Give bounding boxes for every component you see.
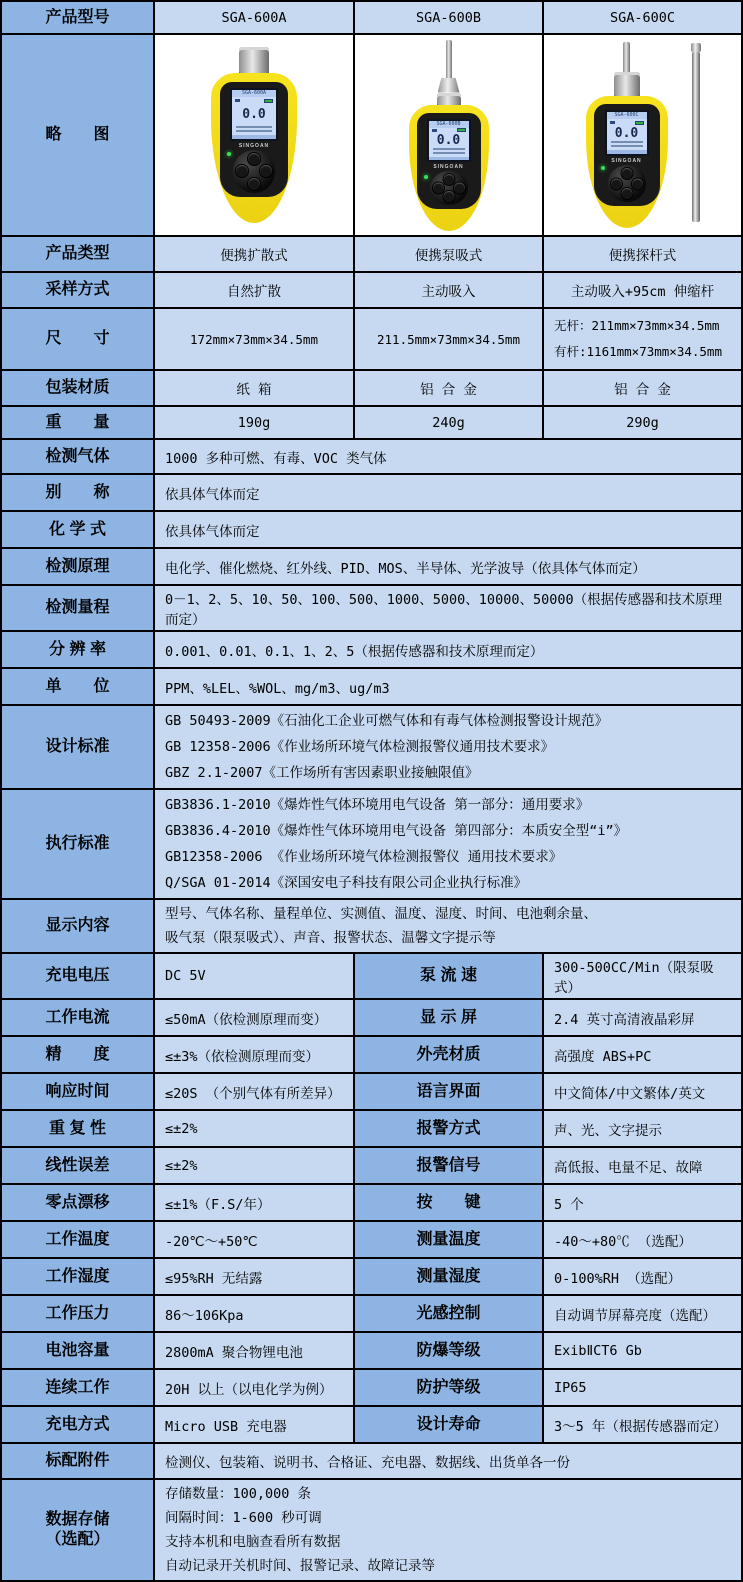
button-up [248, 153, 260, 165]
row-working-humidity-measuring-humidity [2, 1259, 743, 1296]
device-panel [220, 82, 288, 197]
row-working-temp-measuring-temp [2, 1222, 743, 1259]
spec-label: 包装材质 [2, 371, 155, 407]
pump-probe [623, 42, 630, 72]
spec-label-data-storage [2, 1480, 155, 1582]
spec-label: 电池容量 [2, 1333, 155, 1370]
spec-label: 泵 流 速 [355, 954, 544, 1000]
spec-label: 防爆等级 [355, 1333, 544, 1370]
spec-value: ExibⅡCT6 Gb [544, 1333, 743, 1370]
spec-value: 纸 箱 [155, 371, 355, 407]
row-alias [2, 475, 743, 512]
screen-model-text: SGA-600C [607, 112, 647, 119]
power-led [601, 166, 605, 170]
device-buttons [233, 150, 275, 193]
row-resolution [2, 632, 743, 669]
model-sga600a: SGA-600A [155, 2, 355, 35]
spec-value: 2.4 英寸高清液晶彩屏 [544, 1000, 743, 1037]
spec-label-line: 数据存储 [45, 1511, 110, 1528]
spec-value: 检测仪、包装箱、说明书、合格证、充电器、数据线、出货单各一份 [155, 1444, 743, 1480]
spec-value-executive-standard [155, 790, 743, 900]
spec-value: 主动吸入+95cm 伸缩杆 [544, 273, 743, 309]
gas-detector-image-probe [586, 42, 668, 228]
spec-label: 产品类型 [2, 237, 155, 273]
spec-value: 0-100%RH （选配） [544, 1259, 743, 1296]
spec-value-design-standard [155, 706, 743, 790]
storage-line: 存储数量：100,000 条 [165, 1486, 312, 1502]
spec-label: 按 键 [355, 1185, 544, 1222]
row-sampling-method [2, 273, 743, 309]
spec-value: 依具体气体而定 [155, 475, 743, 512]
button-down [248, 178, 260, 190]
spec-value: 290g [544, 407, 743, 440]
spec-label: 采样方式 [2, 273, 155, 309]
spec-value: 中文简体/中文繁体/英文 [544, 1074, 743, 1111]
model-sga600c: SGA-600C [544, 2, 743, 35]
screen-info-rows [607, 141, 647, 150]
gas-detector-image-diffusion [211, 47, 297, 223]
screen-status-icons [607, 119, 647, 126]
row-dimensions [2, 309, 743, 371]
row-detection-range [2, 586, 743, 632]
label-sketch: 略 图 [2, 35, 155, 237]
spec-value: 0－1、2、5、10、50、100、500、1000、5000、10000、50000（根据传感器和技术原理而定） [155, 586, 743, 632]
spec-value: 240g [355, 407, 544, 440]
dimension-without-rod: 无杆：211mm×73mm×34.5mm [554, 318, 720, 333]
spec-value: 300-500CC/Min（限泵吸式） [544, 954, 743, 1000]
spec-value: 86～106Kpa [155, 1296, 355, 1333]
spec-value: -20℃～+50℃ [155, 1222, 355, 1259]
standard-line: GB3836.4-2010《爆炸性气体环境用电气设备 第四部分：本质安全型“i”》 [165, 823, 628, 839]
spec-value: 铝 合 金 [355, 371, 544, 407]
spec-value: 便携探杆式 [544, 237, 743, 273]
spec-label: 执行标准 [2, 790, 155, 900]
standard-line: GB 12358-2006《作业场所环境气体检测报警仪通用技术要求》 [165, 739, 555, 755]
spec-label: 零点漂移 [2, 1185, 155, 1222]
device-panel [594, 104, 660, 206]
device-body [211, 73, 297, 223]
spec-label: 标配附件 [2, 1444, 155, 1480]
battery-icon [264, 99, 273, 103]
spec-value: 依具体气体而定 [155, 512, 743, 549]
screen-footer-bar [607, 150, 647, 154]
screen-footer-bar [232, 135, 276, 139]
spec-label: 语言界面 [355, 1074, 544, 1111]
device-screen [605, 110, 649, 156]
spec-value: ≤20S （个别气体有所差异） [155, 1074, 355, 1111]
spec-value: 3～5 年（根据传感器而定） [544, 1407, 743, 1444]
spec-label: 检测量程 [2, 586, 155, 632]
telescopic-rod [692, 52, 700, 222]
device-buttons [430, 171, 468, 205]
row-linearity-alarm-signal [2, 1148, 743, 1185]
standard-line: Q/SGA 01-2014《深国安电子科技有限公司企业执行标准》 [165, 875, 528, 891]
device-screen [230, 88, 278, 141]
pump-probe [446, 40, 452, 78]
spec-value: IP65 [544, 1370, 743, 1407]
device-body [586, 96, 668, 228]
button-left [433, 182, 444, 193]
brand-label: SINGOAN [238, 142, 270, 149]
spec-value: 190g [155, 407, 355, 440]
row-executive-standard [2, 790, 743, 900]
spec-value: 自动调节屏幕亮度（选配） [544, 1296, 743, 1333]
spec-value: -40～+80℃ （选配） [544, 1222, 743, 1259]
row-chemical-formula [2, 512, 743, 549]
photo-cell-sga600b [355, 35, 544, 237]
row-zero-drift-keys [2, 1185, 743, 1222]
screen-reading: 0.0 [614, 126, 639, 142]
spec-value: ≤±2% [155, 1148, 355, 1185]
spec-label: 响应时间 [2, 1074, 155, 1111]
spec-value-display-content [155, 900, 743, 954]
spec-label: 报警信号 [355, 1148, 544, 1185]
standard-line: GB 50493-2009《石油化工企业可燃气体和有毒气体检测报警设计规范》 [165, 713, 609, 729]
model-sga600b: SGA-600B [355, 2, 544, 35]
spec-value: 172mm×73mm×34.5mm [155, 309, 355, 371]
device-screen [427, 119, 471, 162]
row-repeatability-alarm-mode [2, 1111, 743, 1148]
spec-value: 20H 以上（以电化学为例） [155, 1370, 355, 1407]
screen-info-rows [429, 148, 469, 157]
header-row [2, 2, 743, 35]
spec-value: ≤50mA（依检测原理而变） [155, 1000, 355, 1037]
button-up [443, 174, 454, 185]
standard-line: GB3836.1-2010《爆炸性气体环境用电气设备 第一部分：通用要求》 [165, 797, 590, 813]
row-battery-explosion-proof [2, 1333, 743, 1370]
sketch-row [2, 35, 743, 237]
power-led [424, 175, 428, 179]
spec-label: 充电方式 [2, 1407, 155, 1444]
sensor-head [239, 47, 269, 75]
spec-value: DC 5V [155, 954, 355, 1000]
spec-value: 2800mA 聚合物锂电池 [155, 1333, 355, 1370]
brand-label: SINGOAN [433, 163, 464, 170]
screen-model-text: SGA-600A [232, 90, 276, 97]
row-data-storage [2, 1480, 743, 1582]
row-charging-voltage-pump-flow [2, 954, 743, 1000]
battery-icon [635, 121, 644, 125]
spec-label: 设计标准 [2, 706, 155, 790]
row-unit [2, 669, 743, 706]
button-left [611, 178, 622, 189]
spec-value: 便携扩散式 [155, 237, 355, 273]
button-left [236, 165, 248, 177]
spec-label-line: （选配） [45, 1531, 110, 1548]
row-product-type [2, 237, 743, 273]
spec-label: 光感控制 [355, 1296, 544, 1333]
spec-label: 测量温度 [355, 1222, 544, 1259]
row-standard-accessories [2, 1444, 743, 1480]
storage-line: 支持本机和电脑查看所有数据 [165, 1534, 341, 1550]
power-led [227, 152, 231, 156]
spec-label: 测量湿度 [355, 1259, 544, 1296]
speaker-icon [610, 121, 615, 124]
spec-value: ≤±2% [155, 1111, 355, 1148]
standard-line: GB12358-2006 《作业场所环境气体检测报警仪 通用技术要求》 [165, 849, 563, 865]
button-up [621, 168, 632, 179]
spec-label: 线性误差 [2, 1148, 155, 1185]
brand-label: SINGOAN [611, 158, 642, 165]
spec-label: 外壳材质 [355, 1037, 544, 1074]
spec-label: 精 度 [2, 1037, 155, 1074]
row-display-content [2, 900, 743, 954]
spec-label: 显示内容 [2, 900, 155, 954]
device-body [409, 105, 489, 231]
spec-label: 工作温度 [2, 1222, 155, 1259]
row-charging-method-design-life [2, 1407, 743, 1444]
storage-line: 间隔时间：1-600 秒可调 [165, 1510, 322, 1526]
spec-value-data-storage [155, 1480, 743, 1582]
spec-label: 检测气体 [2, 440, 155, 475]
standard-line: GBZ 2.1-2007《工作场所有害因素职业接触限值》 [165, 765, 479, 781]
spec-value-dimensions-600c [544, 309, 743, 371]
button-right [260, 165, 272, 177]
spec-label: 设计寿命 [355, 1407, 544, 1444]
row-working-pressure-light-control [2, 1296, 743, 1333]
spec-value: 1000 多种可燃、有毒、VOC 类气体 [155, 440, 743, 475]
spec-value: 5 个 [544, 1185, 743, 1222]
probe-collar [438, 78, 460, 93]
spec-value: 211.5mm×73mm×34.5mm [355, 309, 544, 371]
spec-value: 主动吸入 [355, 273, 544, 309]
button-down [443, 191, 454, 202]
photo-cell-sga600a [155, 35, 355, 237]
storage-line: 自动记录开关机时间、报警记录、故障记录等 [165, 1558, 435, 1574]
spec-label: 单 位 [2, 669, 155, 706]
display-content-line: 吸气泵（限泵吸式）、声音、报警状态、温馨文字提示等 [165, 930, 496, 946]
spec-value: 便携泵吸式 [355, 237, 544, 273]
photo-cell-sga600c [544, 35, 743, 237]
label-product-model: 产品型号 [2, 2, 155, 35]
spec-value: 声、光、文字提示 [544, 1111, 743, 1148]
screen-info-rows [232, 126, 276, 135]
row-weight [2, 407, 743, 440]
screen-status-icons [232, 97, 276, 104]
row-response-time-language [2, 1074, 743, 1111]
spec-label: 工作湿度 [2, 1259, 155, 1296]
button-right [632, 178, 643, 189]
spec-label: 显 示 屏 [355, 1000, 544, 1037]
sensor-head [614, 72, 640, 98]
spec-label: 防护等级 [355, 1370, 544, 1407]
row-accuracy-shell-material [2, 1037, 743, 1074]
spec-label: 连续工作 [2, 1370, 155, 1407]
dimension-with-rod: 有杆:1161mm×73mm×34.5mm [554, 344, 722, 359]
screen-footer-bar [429, 157, 469, 160]
spec-value: PPM、%LEL、%WOL、mg/m3、ug/m3 [155, 669, 743, 706]
screen-reading: 0.0 [436, 132, 461, 148]
spec-value: 铝 合 金 [544, 371, 743, 407]
spec-value: 高强度 ABS+PC [544, 1037, 743, 1074]
row-continuous-working-protection [2, 1370, 743, 1407]
spec-value: 0.001、0.01、0.1、1、2、5（根据传感器和技术原理而定） [155, 632, 743, 669]
row-packing-material [2, 371, 743, 407]
spec-label: 充电电压 [2, 954, 155, 1000]
device-panel [417, 113, 481, 209]
spec-value: ≤95%RH 无结露 [155, 1259, 355, 1296]
spec-label: 别 称 [2, 475, 155, 512]
row-detection-principle [2, 549, 743, 586]
spec-value: 自然扩散 [155, 273, 355, 309]
spec-label: 重 量 [2, 407, 155, 440]
battery-icon [457, 128, 466, 132]
spec-label: 重 复 性 [2, 1111, 155, 1148]
spec-value: 高低报、电量不足、故障 [544, 1148, 743, 1185]
spec-label: 化 学 式 [2, 512, 155, 549]
screen-model-text: SGA-600B [429, 121, 469, 128]
row-design-standard [2, 706, 743, 790]
spec-label: 报警方式 [355, 1111, 544, 1148]
spec-label: 工作电流 [2, 1000, 155, 1037]
display-content-line: 型号、气体名称、量程单位、实测值、温度、湿度、时间、电池剩余量、 [165, 906, 597, 922]
speaker-icon [235, 99, 240, 102]
device-buttons [608, 165, 646, 202]
gas-detector-image-pump [409, 40, 489, 231]
spec-value: Micro USB 充电器 [155, 1407, 355, 1444]
button-down [621, 188, 632, 199]
button-right [454, 182, 465, 193]
row-working-current-display [2, 1000, 743, 1037]
spec-value: ≤±1%（F.S/年） [155, 1185, 355, 1222]
spec-label: 检测原理 [2, 549, 155, 586]
speaker-icon [432, 129, 437, 132]
spec-label: 分 辨 率 [2, 632, 155, 669]
screen-reading: 0.0 [242, 107, 266, 123]
spec-value: ≤±3%（依检测原理而变） [155, 1037, 355, 1074]
row-detected-gas [2, 440, 743, 475]
spec-label: 工作压力 [2, 1296, 155, 1333]
spec-value: 电化学、催化燃烧、红外线、PID、MOS、半导体、光学波导（依具体气体而定） [155, 549, 743, 586]
spec-label: 尺 寸 [2, 309, 155, 371]
